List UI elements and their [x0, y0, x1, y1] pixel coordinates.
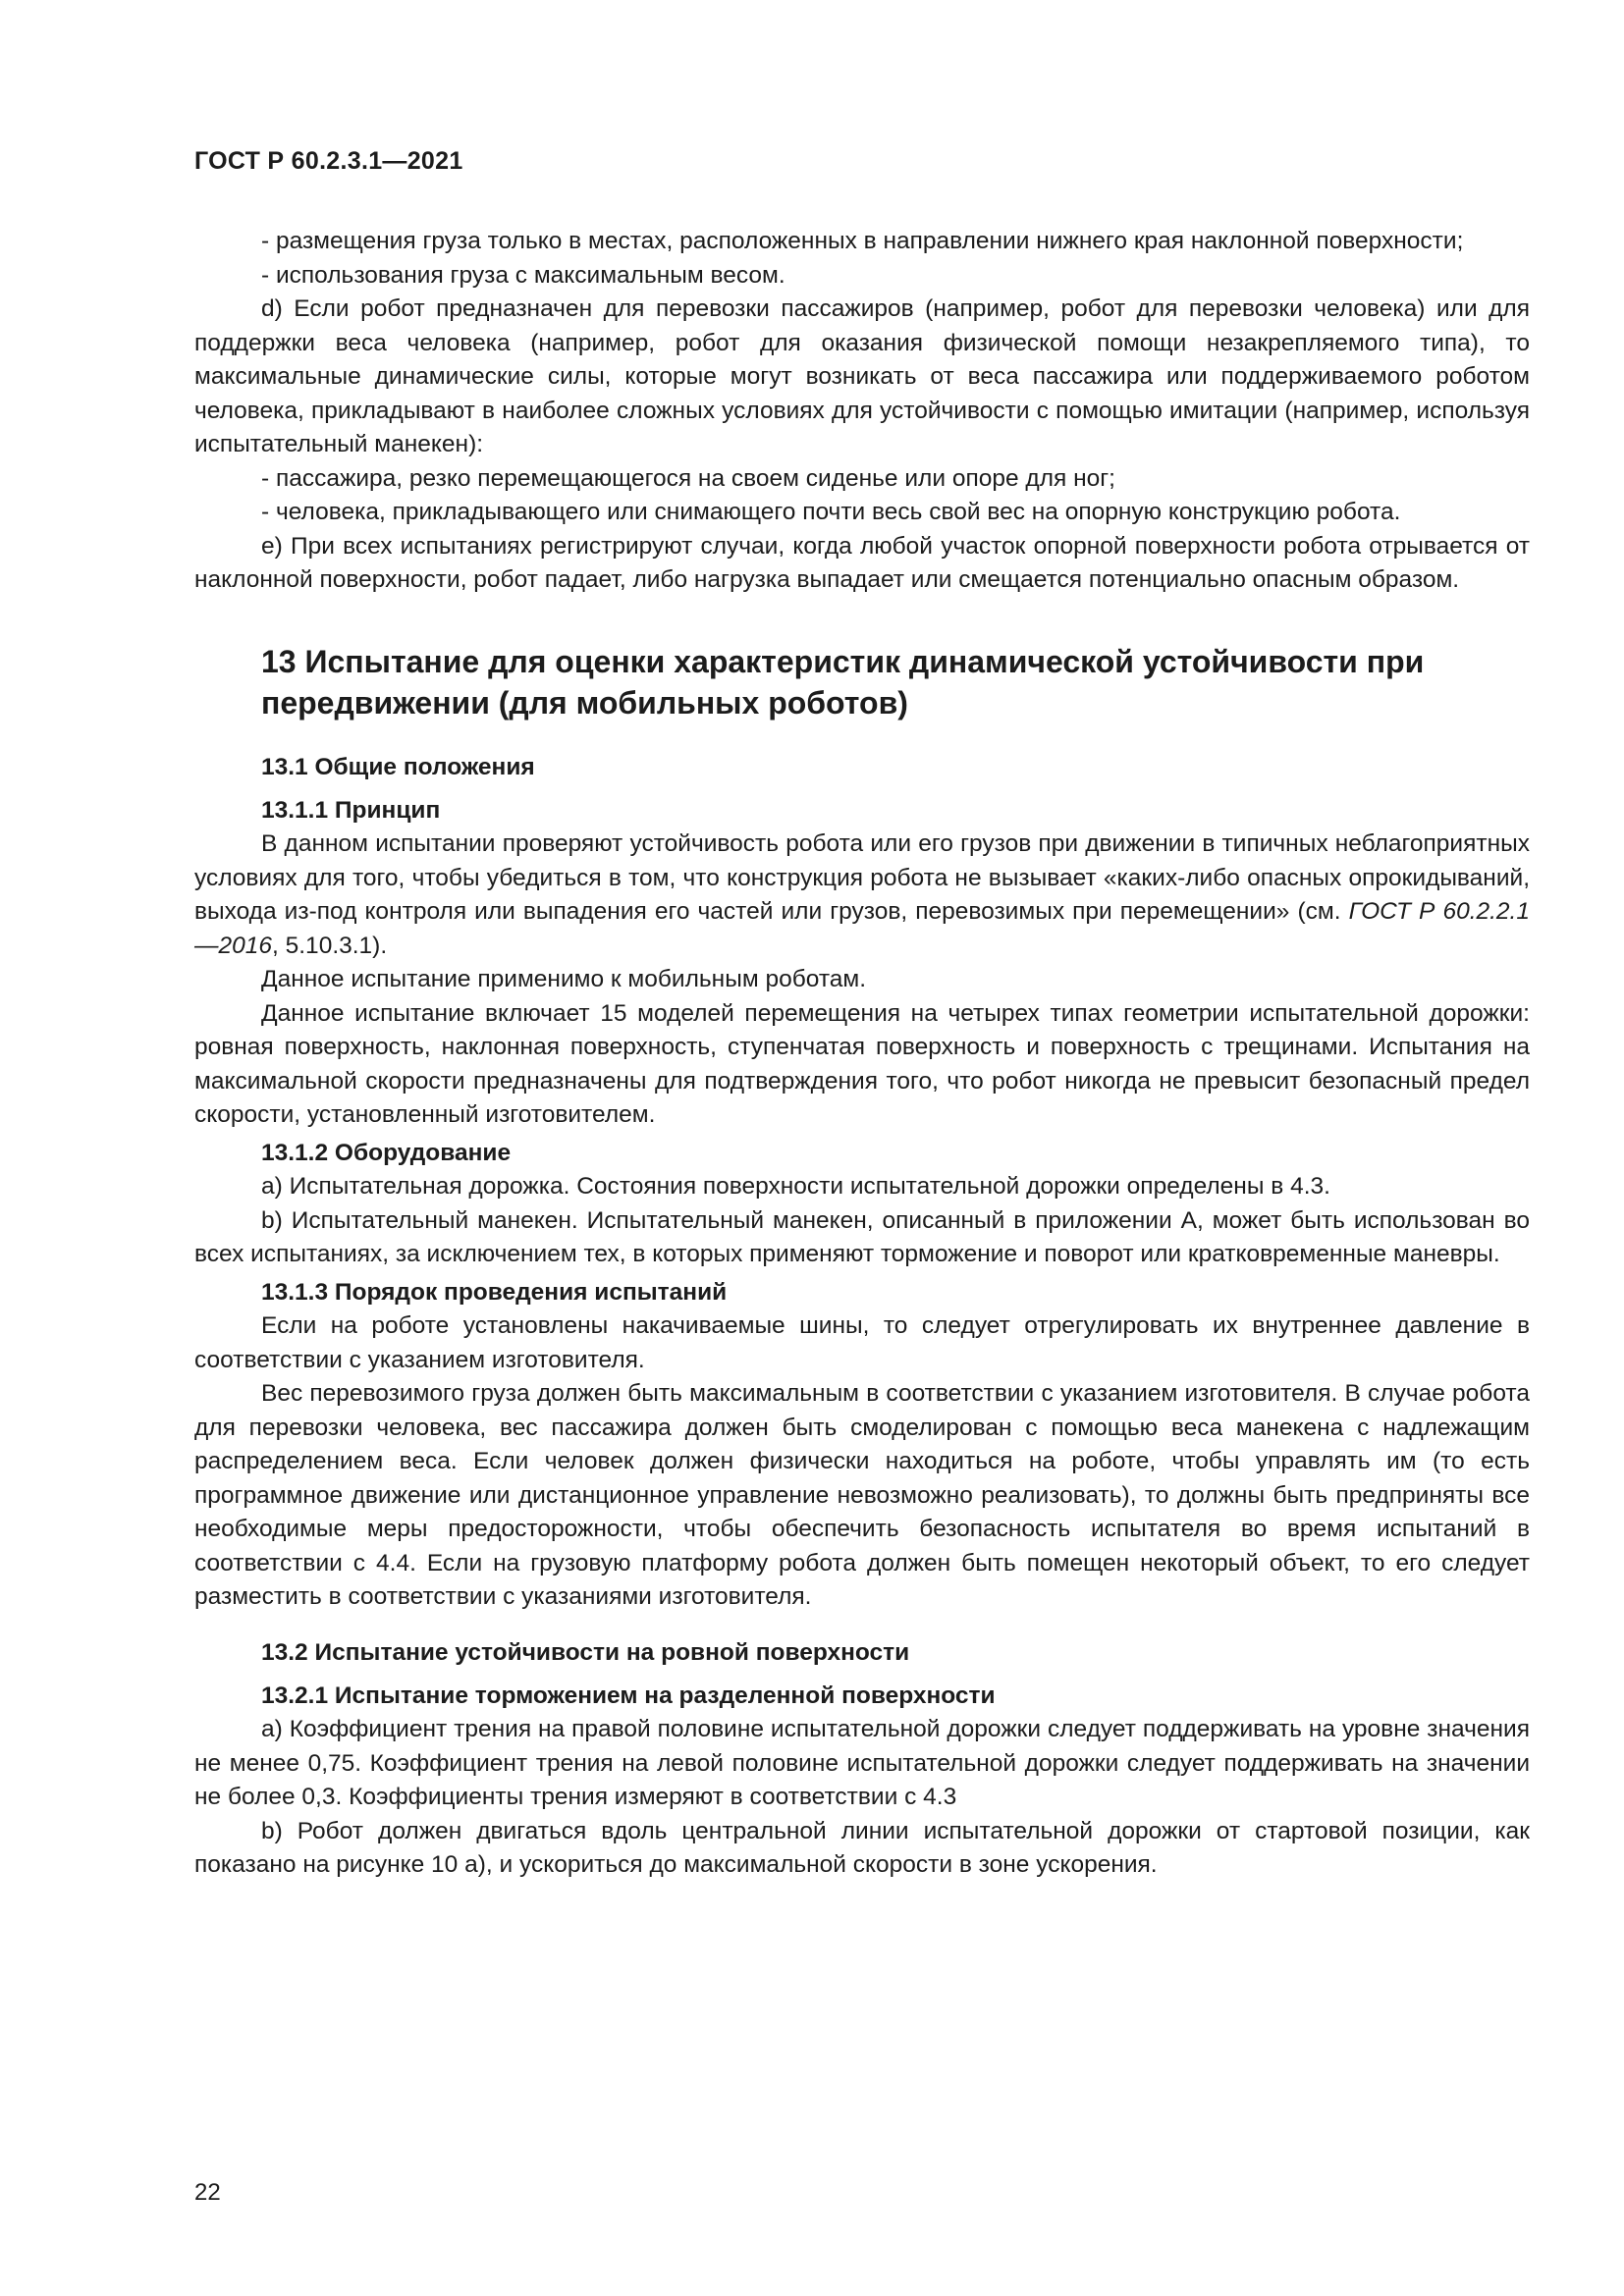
section-13-2-heading: 13.2 Испытание устойчивости на ровной поверхности — [261, 1638, 910, 1666]
paragraph: d) Если робот предназначен для перевозки пассажиров (например, робот для перевозки человека) или для поддержки веса человека (например, робот для оказания физической помощи незакрепляемого типа), то максимальные динамические силы, которые могут возникать от веса пассажира или поддерживаемого роботом человека, прикладывают в наиболее сложных условиях для устойчивости с помощью имитации (например, используя испытательный манекен): — [194, 295, 1530, 457]
section-13-1-heading: 13.1 Общие положения — [261, 753, 535, 780]
section-13-1-2-heading: 13.1.2 Оборудование — [261, 1139, 512, 1166]
body-text — [194, 225, 1530, 1883]
page-number: 22 — [194, 2179, 221, 2206]
paragraph: a) Испытательная дорожка. Состояния поверхности испытательной дорожки определены в 4.3. — [261, 1173, 1330, 1200]
paragraph: Если на роботе установлены накачиваемые шины, то следует отрегулировать их внутреннее давление в соответствии с указанием изготовителя. — [194, 1312, 1530, 1373]
section-13-2-1-heading: 13.2.1 Испытание торможением на разделенной поверхности — [261, 1682, 996, 1709]
paragraph: Данное испытание применимо к мобильным роботам. — [261, 966, 867, 992]
section-13-1-1-heading: 13.1.1 Принцип — [261, 796, 441, 824]
paragraph: - человека, прикладывающего или снимающего почти весь свой вес на опорную конструкцию робота. — [261, 499, 1401, 525]
paragraph: Вес перевозимого груза должен быть максимальным в соответствии с указанием изготовителя. В случае робота для перевозки человека, вес пассажира должен быть смоделирован с помощью веса манекена с надлежащим распределением веса. Если человек должен физически находиться на роботе, чтобы управлять им (то есть программное движение или дистанционное управление невозможно реализовать), то должны быть предприняты все необходимые меры предосторожности, чтобы обеспечить безопасность испытателя во время испытаний в соответствии с 4.4. Если на грузовую платформу робота должен быть помещен некоторый объект, то его следует разместить в соответствии с указаниями изготовителя. — [194, 1380, 1530, 1610]
paragraph: - использования груза с максимальным весом. — [261, 261, 785, 289]
document-header: ГОСТ Р 60.2.3.1—2021 — [194, 147, 463, 175]
paragraph: e) При всех испытаниях регистрируют случаи, когда любой участок опорной поверхности робота отрывается от наклонной поверхности, робот падает, либо нагрузка выпадает или смещается потенциально опасным образом. — [194, 532, 1530, 593]
paragraph: В данном испытании проверяют устойчивость робота или его грузов при движении в типичных неблагоприятных условиях для того, чтобы убедиться в том, что конструкция робота не вызывает «каких-либо опасных опрокидываний, выхода из-под контроля или выпадения его частей или грузов, перевозимых при перемещении» (см. ГОСТ Р 60.2.2.1—2016, 5.10.3.1). — [194, 830, 1530, 959]
standard-reference: ГОСТ Р 60.2.2.1—2016 — [194, 898, 1530, 959]
page-content — [194, 147, 1530, 1883]
paragraph: Данное испытание включает 15 моделей перемещения на четырех типах геометрии испытательной дорожки: ровная поверхность, наклонная поверхность, ступенчатая поверхность и поверхность с трещинами. Испытания на максимальной скорости предназначены для подтверждения того, что робот никогда не превысит безопасный предел скорости, установленный изготовителем. — [194, 999, 1530, 1128]
paragraph: - размещения груза только в местах, расположенных в направлении нижнего края наклонной поверхности; — [261, 228, 1464, 254]
paragraph: b) Робот должен двигаться вдоль центральной линии испытательной дорожки от стартовой позиции, как показано на рисунке 10 a), и ускориться до максимальной скорости в зоне ускорения. — [194, 1817, 1530, 1878]
paragraph: - пассажира, резко перемещающегося на своем сиденье или опоре для ног; — [261, 464, 1115, 492]
section-13-heading: 13 Испытание для оценки характеристик динамической устойчивости при передвижении (для мобильных роботов) — [261, 643, 1425, 721]
section-13-1-3-heading: 13.1.3 Порядок проведения испытаний — [261, 1278, 728, 1306]
paragraph: a) Коэффициент трения на правой половине испытательной дорожки следует поддерживать на уровне значения не менее 0,75. Коэффициент трения на левой половине испытательной дорожки следует поддерживать на значении не более 0,3. Коэффициенты трения измеряют в соответствии с 4.3 — [194, 1716, 1530, 1810]
paragraph: b) Испытательный манекен. Испытательный манекен, описанный в приложении А, может быть использован во всех испытаниях, за исключением тех, в которых применяют торможение и поворот или кратковременные маневры. — [194, 1206, 1530, 1267]
